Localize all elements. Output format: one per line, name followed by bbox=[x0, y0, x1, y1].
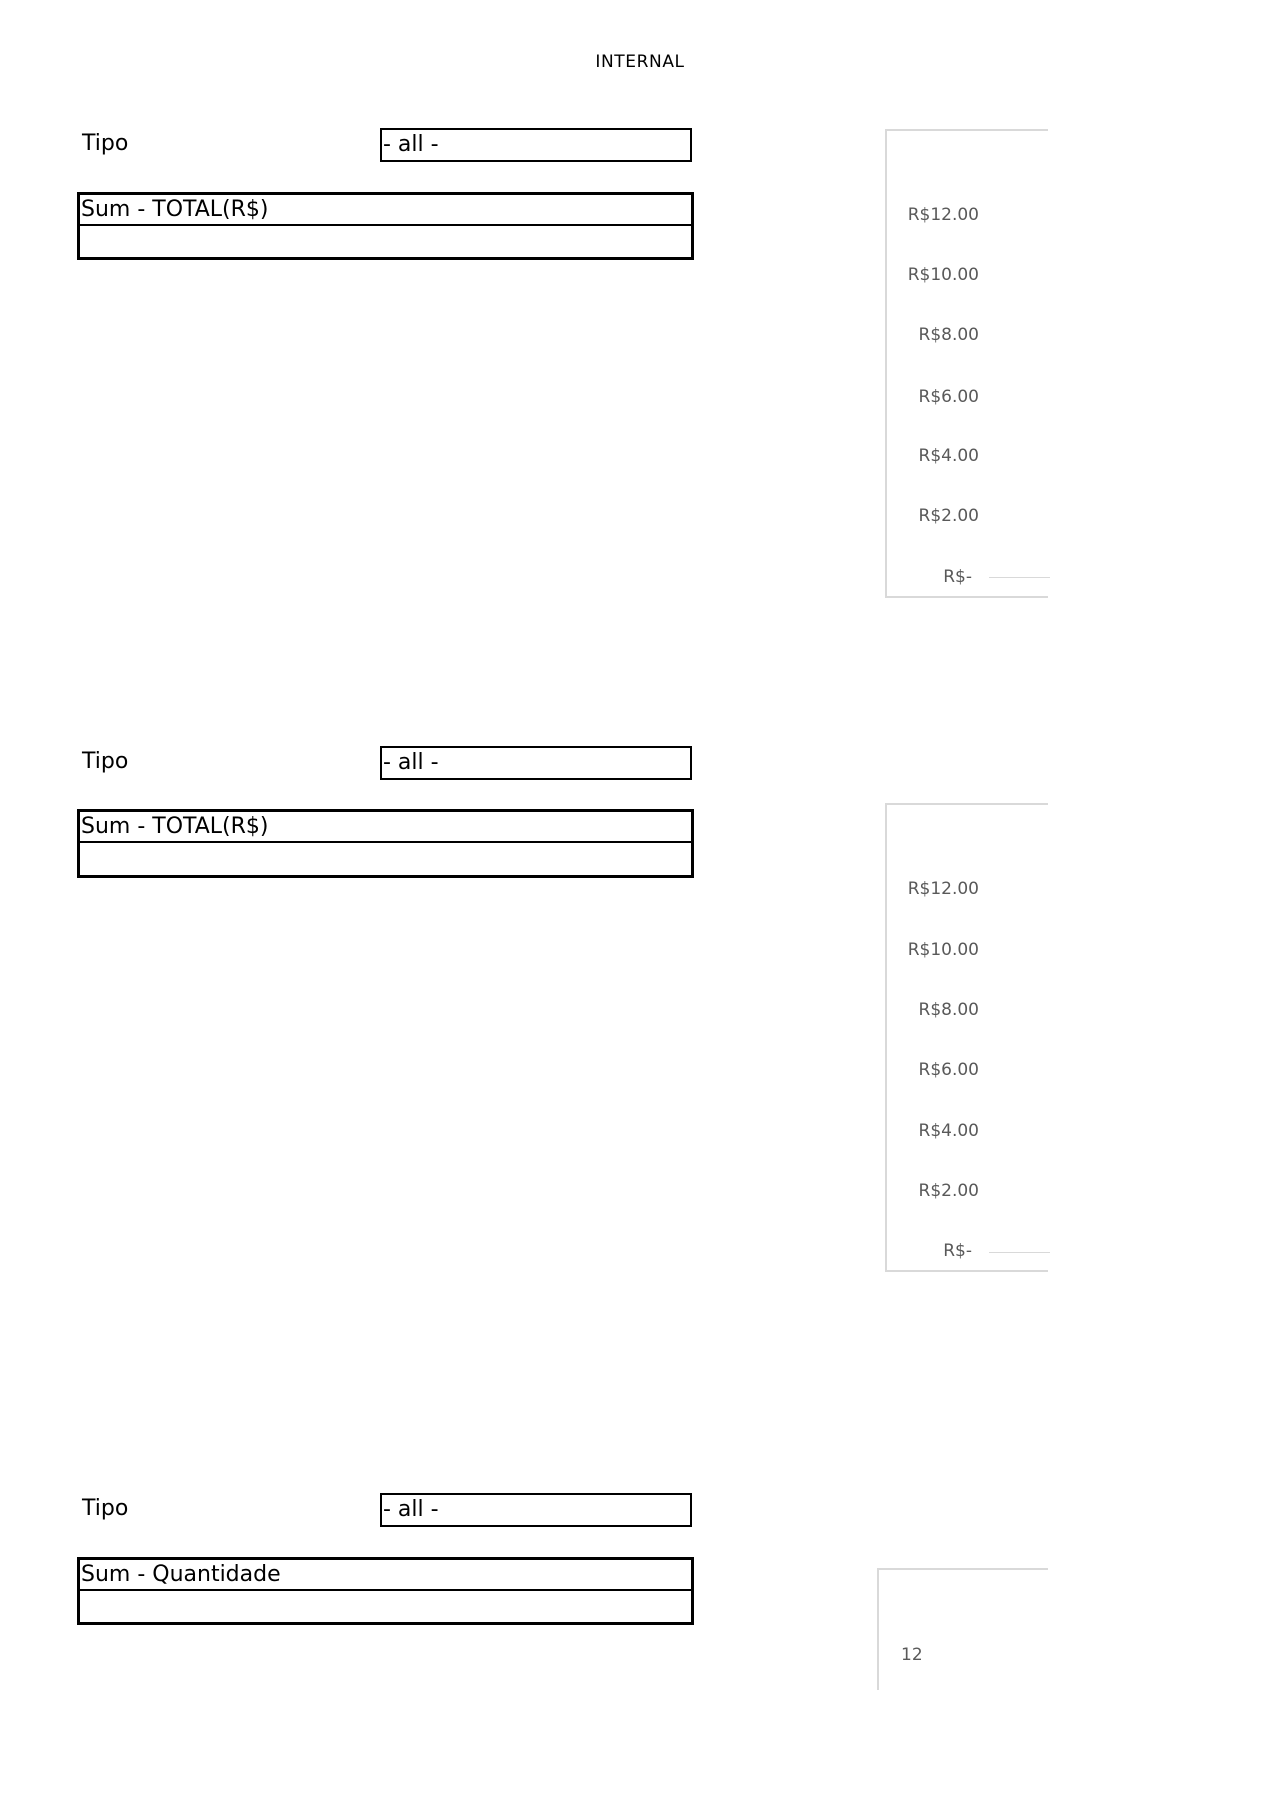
pivot-value-cell bbox=[80, 843, 691, 873]
pivot-column-header: Sum - TOTAL(R$) bbox=[80, 195, 691, 226]
pivot-column-header: Sum - TOTAL(R$) bbox=[80, 812, 691, 843]
filter-dropdown-tipo[interactable]: - all - bbox=[380, 128, 692, 162]
chart-1-baseline bbox=[989, 577, 1050, 578]
pivot-table bbox=[77, 192, 694, 260]
pivot-table bbox=[77, 1557, 694, 1625]
y-tick-label: 12 bbox=[901, 1645, 923, 1665]
chart-2-baseline bbox=[989, 1252, 1050, 1253]
filter-label-tipo: Tipo bbox=[82, 131, 129, 156]
y-tick-label: R$8.00 bbox=[918, 1000, 979, 1020]
pivot-value-cell bbox=[80, 1591, 691, 1621]
y-tick-label: R$10.00 bbox=[907, 940, 979, 960]
y-tick-label: R$10.00 bbox=[907, 265, 979, 285]
filter-label-tipo: Tipo bbox=[82, 1496, 129, 1521]
y-tick-label: R$4.00 bbox=[918, 1121, 979, 1141]
classification-header: INTERNAL bbox=[595, 52, 685, 72]
y-tick-label: R$- bbox=[943, 1241, 972, 1261]
chart-2-frame bbox=[885, 803, 1048, 1272]
pivot-value-cell bbox=[80, 226, 691, 256]
y-tick-label: R$2.00 bbox=[918, 1181, 979, 1201]
y-tick-label: R$4.00 bbox=[918, 446, 979, 466]
y-tick-label: R$- bbox=[943, 567, 972, 587]
chart-3-frame bbox=[877, 1568, 1048, 1690]
y-tick-label: R$12.00 bbox=[907, 879, 979, 899]
chart-1-frame bbox=[885, 129, 1048, 598]
filter-dropdown-tipo[interactable]: - all - bbox=[380, 1493, 692, 1527]
pivot-table bbox=[77, 809, 694, 878]
y-tick-label: R$6.00 bbox=[918, 387, 979, 407]
y-tick-label: R$12.00 bbox=[907, 205, 979, 225]
filter-label-tipo: Tipo bbox=[82, 749, 129, 774]
pivot-column-header: Sum - Quantidade bbox=[80, 1560, 691, 1591]
y-tick-label: R$8.00 bbox=[918, 325, 979, 345]
filter-dropdown-tipo[interactable]: - all - bbox=[380, 746, 692, 780]
y-tick-label: R$2.00 bbox=[918, 506, 979, 526]
y-tick-label: R$6.00 bbox=[918, 1060, 979, 1080]
